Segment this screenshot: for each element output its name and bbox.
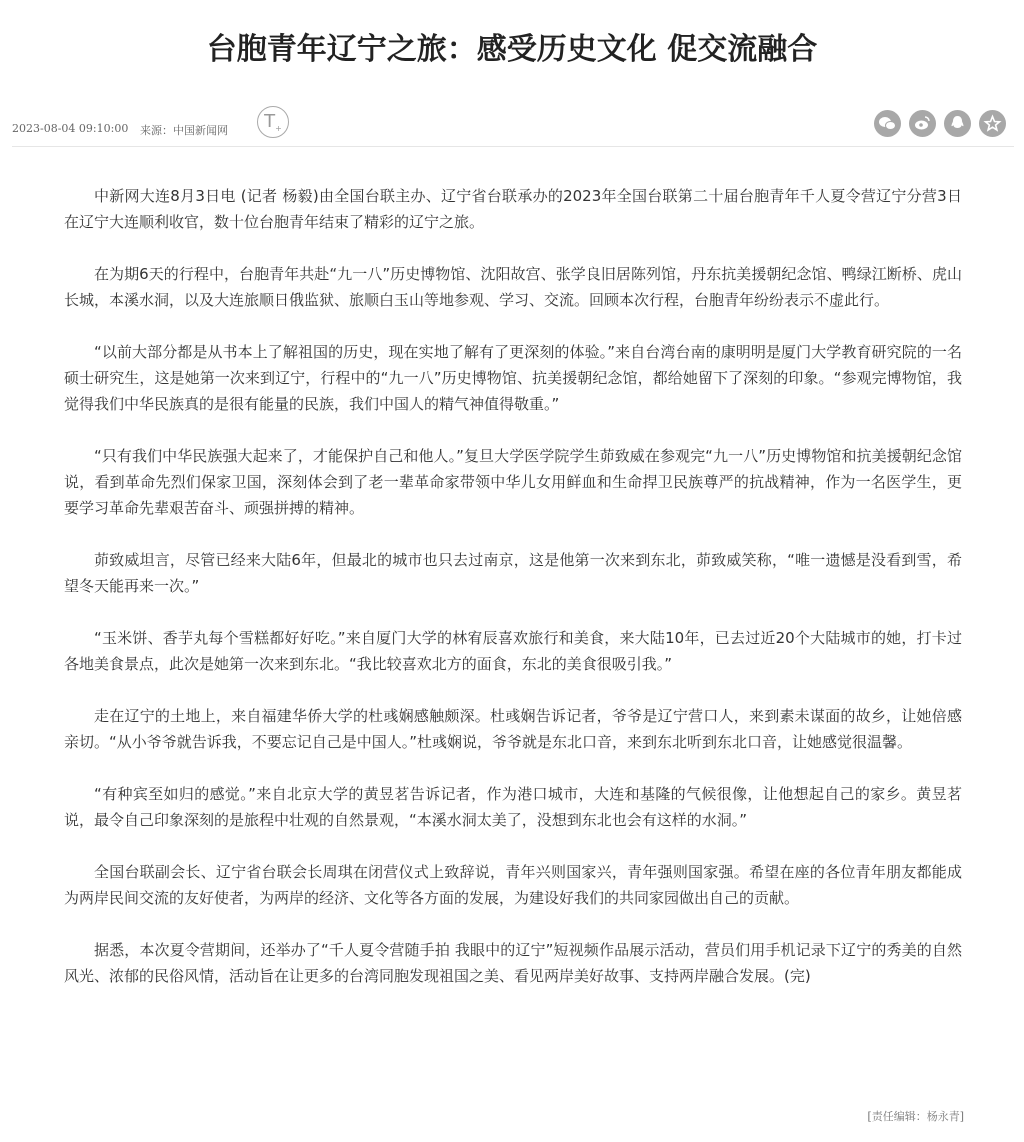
weibo-icon[interactable] (909, 110, 936, 137)
article-source: 来源：中国新闻网 (140, 124, 228, 137)
paragraph: 在为期6天的行程中，台胞青年共赴“九一八”历史博物馆、沈阳故宫、张学良旧居陈列馆，丹东抗美援朝纪念馆、鸭绿江断桥、虎山长城，本溪水洞，以及大连旅顺日俄监狱、旅顺白玉山等地参观、学习、交流。回顾本次行程，台胞青年纷纷表示不虚此行。 (64, 265, 962, 309)
paragraph: “有种宾至如归的感觉。”来自北京大学的黄昱茗告诉记者，作为港口城市，大连和基隆的气候很像，让他想起自己的家乡。黄昱茗说，最令自己印象深刻的是旅程中壮观的自然景观，“本溪水洞太美了，没想到东北也会有这样的水洞。” (64, 785, 962, 829)
paragraph: “只有我们中华民族强大起来了，才能保护自己和他人。”复旦大学医学院学生茆致威在参观完“九一八”历史博物馆和抗美援朝纪念馆说，看到革命先烈们保家卫国，深刻体会到了老一辈革命家带领中华儿女用鲜血和生命捍卫民族尊严的抗战精神，作为一名医学生，更要学习革命先辈艰苦奋斗、顽强拼搏的精神。 (64, 447, 962, 517)
paragraph: 茆致威坦言，尽管已经来大陆6年，但最北的城市也只去过南京，这是他第一次来到东北，茆致威笑称，“唯一遗憾是没看到雪，希望冬天能再来一次。” (64, 551, 962, 595)
font-size-icon: T (264, 111, 276, 132)
font-size-plus: + (275, 124, 282, 133)
responsible-editor: [责任编辑：杨永青] (867, 1110, 964, 1123)
paragraph: 全国台联副会长、辽宁省台联会长周琪在闭营仪式上致辞说，青年兴则国家兴，青年强则国家强。希望在座的各位青年朋友都能成为两岸民间交流的友好使者，为两岸的经济、文化等各方面的发展，为建设好我们的共同家园做出自己的贡献。 (64, 863, 962, 907)
favorite-star-icon[interactable] (979, 110, 1006, 137)
paragraph: 走在辽宁的土地上，来自福建华侨大学的杜彧娴感触颇深。杜彧娴告诉记者，爷爷是辽宁营口人，来到素未谋面的故乡，让她倍感亲切。“从小爷爷就告诉我，不要忘记自己是中国人。”杜彧娴说，爷爷就是东北口音，来到东北听到东北口音，让她感觉很温馨。 (64, 707, 962, 751)
wechat-icon[interactable] (874, 110, 901, 137)
paragraph: “以前大部分都是从书本上了解祖国的历史，现在实地了解有了更深刻的体验。”来自台湾台南的康明明是厦门大学教育研究院的一名硕士研究生，这是她第一次来到辽宁，行程中的“九一八”历史博物馆、抗美援朝纪念馆，都给她留下了深刻的印象。“参观完博物馆，我觉得我们中华民族真的是很有能量的民族，我们中国人的精气神值得敬重。” (64, 343, 962, 413)
article-title: 台胞青年辽宁之旅：感受历史文化 促交流融合 (206, 32, 818, 67)
header-divider (12, 146, 1014, 147)
article-meta (12, 104, 1012, 144)
paragraph: 据悉，本次夏令营期间，还举办了“千人夏令营随手拍 我眼中的辽宁”短视频作品展示活动，营员们用手机记录下辽宁的秀美的自然风光、浓郁的民俗风情，活动旨在让更多的台湾同胞发现祖国之美、看见两岸美好故事、支持两岸融合发展。(完) (64, 941, 962, 985)
qq-icon[interactable] (944, 110, 971, 137)
paragraph: 中新网大连8月3日电 (记者 杨毅)由全国台联主办、辽宁省台联承办的2023年全国台联第二十届台胞青年千人夏令营辽宁分营3日在辽宁大连顺利收官，数十位台胞青年结束了精彩的辽宁之旅。 (64, 187, 962, 231)
publish-datetime: 2023-08-04 09:10:00 (12, 122, 129, 135)
font-size-button[interactable] (257, 106, 289, 138)
paragraph: “玉米饼、香芋丸每个雪糕都好好吃。”来自厦门大学的林宥辰喜欢旅行和美食，来大陆10年，已去过近20个大陆城市的她，打卡过各地美食景点，此次是她第一次来到东北。“我比较喜欢北方的面食，东北的美食很吸引我。” (64, 629, 962, 673)
share-bar (874, 110, 1006, 137)
article-body (64, 183, 962, 1015)
